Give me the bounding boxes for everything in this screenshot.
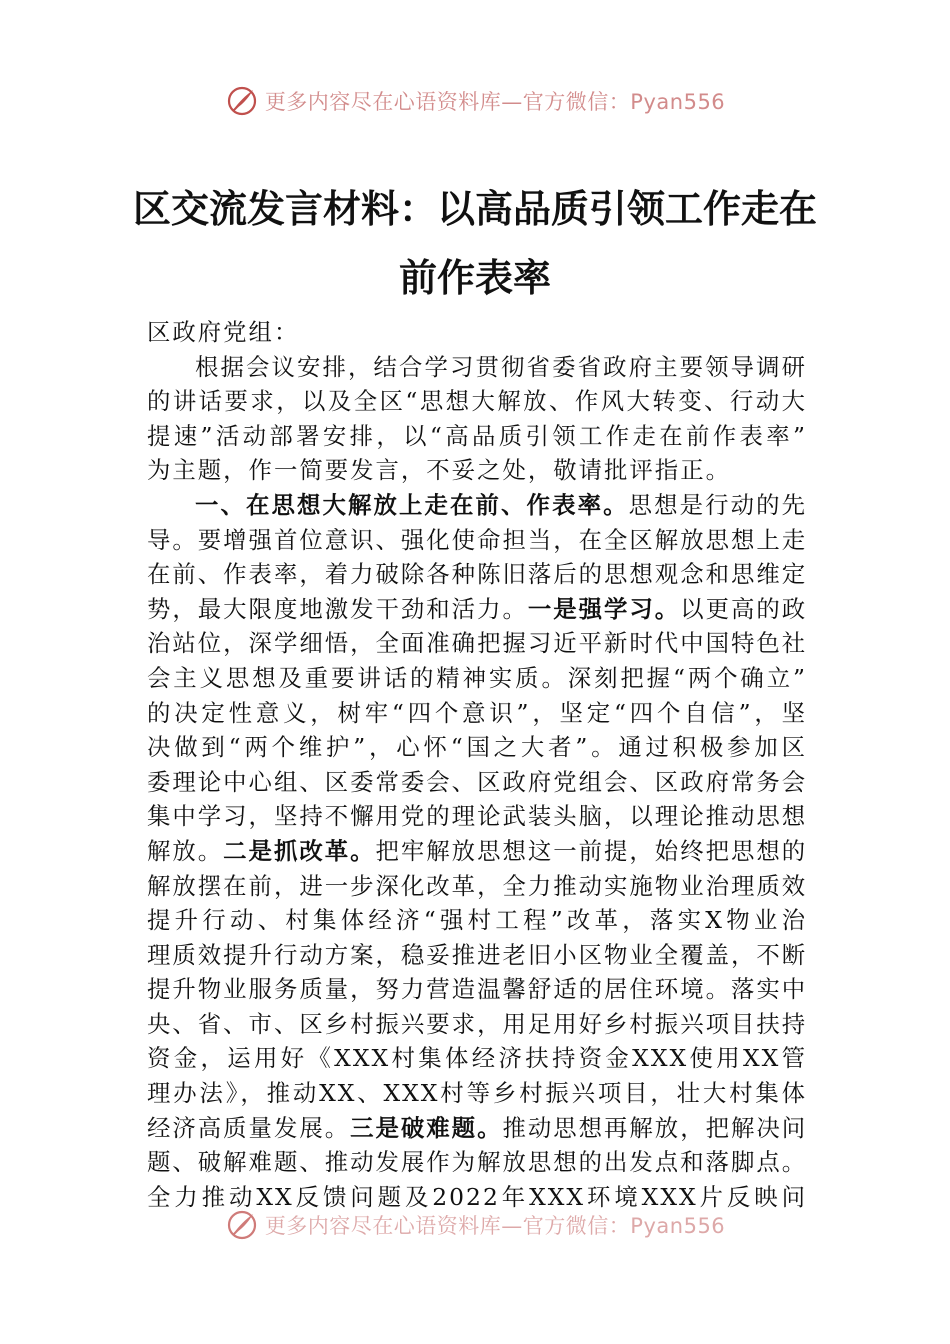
watermark-text: 更多内容尽在心语资料库—官方微信：Pyan556 [264, 1214, 726, 1238]
bold-heading-text: 三是破难题。 [350, 1113, 503, 1142]
body-text-segment: 集中学习，坚持不懈用党的理论武装头脑，以理论推动思想 [147, 802, 808, 831]
body-text-segment: 的讲话要求，以及全区“思想大解放、作风大转变、行动大 [147, 387, 807, 416]
document-title-line-2: 前作表率 [398, 255, 551, 300]
bold-heading-text: 一、在思想大解放上走在前、作表率。 [195, 490, 629, 519]
body-text-segment: 全力推动XX反馈问题及2022年XXX环境XXX片反映问 [147, 1182, 807, 1211]
watermark-footer [0, 1208, 950, 1242]
body-line [147, 1145, 807, 1180]
body-text-segment: 提速”活动部署安排，以“高品质引领工作走在前作表率” [147, 421, 807, 450]
body-line [147, 1111, 807, 1146]
body-text-segment: 提升行动、村集体经济“强村工程”改革，落实X物业治 [147, 906, 807, 935]
body-line [147, 1007, 807, 1042]
document-body [147, 315, 807, 1214]
body-line [147, 523, 807, 558]
body-text-segment: 势，最大限度地激发干劲和活力。 [147, 594, 528, 623]
body-line [147, 557, 807, 592]
body-line [147, 903, 807, 938]
body-text-segment: 在前、作表率，着力破除各种陈旧落后的思想观念和思维定 [147, 560, 808, 589]
body-text-segment: 提升物业服务质量，努力营造温馨舒适的居住环境。落实中 [147, 975, 808, 1004]
document-title-line-1: 区交流发言材料：以高品质引领工作走在 [132, 186, 817, 231]
body-text-segment: 理质效提升行动方案，稳妥推进老旧小区物业全覆盖，不断 [147, 940, 808, 969]
watermark-header [0, 84, 950, 118]
body-text-segment: 题、破解难题、推动发展作为解放思想的出发点和落脚点。 [147, 1148, 808, 1177]
body-line [147, 765, 807, 800]
body-text-segment: 治站位，深学细悟，全面准确把握习近平新时代中国特色社 [147, 629, 808, 658]
body-line [147, 384, 807, 419]
body-line [147, 869, 807, 904]
body-line [147, 488, 807, 523]
body-line [147, 419, 807, 454]
body-text-segment: 解放。 [147, 836, 224, 865]
body-line [147, 938, 807, 973]
body-line [147, 730, 807, 765]
body-text-segment: 央、省、市、区乡村振兴要求，用足用好乡村振兴项目扶持 [147, 1009, 808, 1038]
body-text-segment: 会主义思想及重要讲话的精神实质。深刻把握“两个确立” [147, 663, 807, 692]
quill-logo-icon [225, 84, 259, 118]
body-text-segment: 经济高质量发展。 [147, 1113, 351, 1142]
body-text-segment: 的决定性意义，树牢“四个意识”，坚定“四个自信”，坚 [147, 698, 807, 727]
body-text-segment: 决做到“两个维护”，心怀“国之大者”。通过积极参加区 [147, 733, 807, 762]
body-text-segment: 导。要增强首位意识、强化使命担当，在全区解放思想上走 [147, 525, 808, 554]
body-text-segment: 委理论中心组、区委常委会、区政府党组会、区政府常务会 [147, 767, 808, 796]
body-line [147, 661, 807, 696]
body-line [147, 799, 807, 834]
body-text-segment: 把牢解放思想这一前提，始终把思想的 [375, 836, 808, 865]
body-text-segment: 为主题，作一简要发言，不妥之处，敬请批评指正。 [147, 456, 731, 485]
body-text-segment: 资金，运用好《XXX村集体经济扶持资金XXX使用XX管 [147, 1044, 807, 1073]
body-line [147, 626, 807, 661]
watermark-text: 更多内容尽在心语资料库—官方微信：Pyan556 [264, 90, 726, 114]
body-line [147, 834, 807, 869]
body-line [147, 350, 807, 385]
bold-heading-text: 一是强学习。 [527, 594, 681, 623]
body-text-segment: 解放摆在前，进一步深化改革，全力推动实施物业治理质效 [147, 871, 808, 900]
body-line [147, 1041, 807, 1076]
body-text-segment: 理办法》，推动XX、XXX村等乡村振兴项目，壮大村集体 [147, 1079, 807, 1108]
body-text-segment: 思想是行动的先 [628, 490, 808, 519]
body-text-segment: 推动思想再解放，把解决问 [502, 1113, 808, 1142]
body-line [147, 972, 807, 1007]
body-lines [147, 350, 807, 1215]
salutation: 区政府党组： [147, 318, 300, 346]
body-text-segment: 根据会议安排，结合学习贯彻省委省政府主要领导调研 [195, 352, 807, 381]
body-line [147, 696, 807, 731]
body-text-segment: 以更高的政 [680, 594, 808, 623]
bold-heading-text: 二是抓改革。 [223, 836, 376, 865]
body-line [147, 1076, 807, 1111]
body-line [147, 453, 807, 488]
body-line [147, 592, 807, 627]
quill-logo-icon [225, 1208, 259, 1242]
